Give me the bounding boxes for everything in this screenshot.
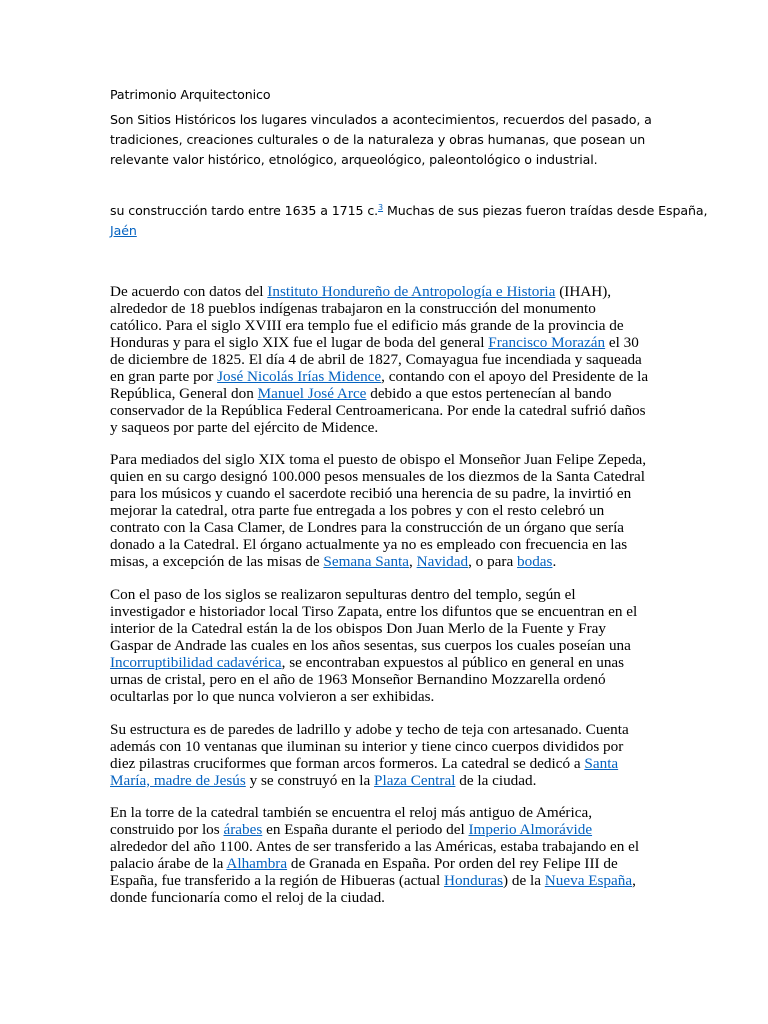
link-arabes[interactable]: árabes	[223, 821, 263, 838]
link-santa[interactable]: Santa	[584, 755, 619, 772]
text-line: quien en su cargo designó 100.000 pesos mensuales de los diezmos de la Santa Catedral	[110, 468, 645, 485]
text-segment: ) de la	[503, 872, 545, 889]
paragraph-estructura	[110, 721, 640, 789]
text-segment: de la ciudad.	[455, 772, 537, 789]
link-semana-santa[interactable]: Semana Santa	[323, 553, 410, 570]
text-segment: en gran parte por	[110, 368, 218, 385]
text-line: católico. Para el siglo XVIII era templo fue el edificio más grande de la provincia de	[110, 317, 624, 334]
text-segment: , se encontraban expuestos al público en general en unas	[281, 654, 625, 671]
paragraph-reloj	[110, 804, 640, 906]
text-segment: palacio árabe de la	[110, 855, 227, 872]
text-line: conservador de la República Federal Centroamericana. Por ende la catedral sufrió daños	[110, 402, 646, 419]
link-jose-nicolas-irias-midence[interactable]: José Nicolás Irías Midence	[217, 368, 382, 385]
text-line: urnas de cristal, pero en el año de 1963 Monseñor Bernandino Mozzarella ordenó	[110, 671, 606, 688]
link-alhambra[interactable]: Alhambra	[226, 855, 288, 872]
text-segment: (IHAH),	[555, 283, 612, 300]
text-segment: República, General don	[110, 385, 258, 402]
link-plaza-central[interactable]: Plaza Central	[374, 772, 456, 789]
text-line: donde funcionaría como el reloj de la ciudad.	[110, 889, 385, 906]
text-line: Para mediados del siglo XIX toma el puesto de obispo el Monseñor Juan Felipe Zepeda,	[110, 451, 647, 468]
text-segment: misas, a excepción de las misas de	[110, 553, 324, 570]
text-segment: ,	[409, 553, 417, 570]
link-honduras[interactable]: Honduras	[443, 872, 504, 889]
text-line: para los músicos y cuando el sacerdote recibió una herencia de su padre, la invirtió en	[110, 485, 632, 502]
text-line: Gaspar de Andrade las cuales en los años sesentas, sus cuerpos los cuales poseían una	[110, 637, 631, 654]
text-line	[110, 654, 640, 671]
text-line: de diciembre de 1825. El día 4 de abril de 1827, Comayagua fue incendiada y saqueada	[110, 351, 642, 368]
text-segment: ,	[632, 872, 636, 889]
intro-paragraph	[110, 110, 652, 170]
text-segment: De acuerdo con datos del	[110, 283, 268, 300]
text-segment: en España durante el periodo del	[262, 821, 469, 838]
link-bodas[interactable]: bodas	[517, 553, 553, 570]
text-segment: diez pilastras cruciformes que forman arcos formeros. La catedral se dedicó a	[110, 755, 585, 772]
text-segment: , o para	[468, 553, 517, 570]
text-segment: y se construyó en la	[245, 772, 375, 789]
text-line: ocultarlas por lo que nunca volvieron a ser exhibidas.	[110, 688, 435, 705]
text-line	[110, 755, 640, 772]
construction-text-after: Muchas de sus piezas fueron traídas desde España,	[383, 203, 708, 218]
text-line	[110, 855, 640, 872]
text-line: En la torre de la catedral también se encuentra el reloj más antiguo de América,	[110, 804, 592, 821]
link-manuel-jose-arce[interactable]: Manuel José Arce	[257, 385, 367, 402]
text-line	[110, 283, 640, 300]
text-line: alrededor de 18 pueblos indígenas trabajaron en la construcción del monumento	[110, 300, 596, 317]
text-line: interior de la Catedral están la de los obispos Don Juan Merlo de la Fuente y Fray	[110, 620, 607, 637]
link-incorruptibilidad-cadaverica[interactable]: Incorruptibilidad cadavérica	[110, 654, 282, 671]
intro-line: relevante valor histórico, etnológico, arqueológico, paleontológico o industrial.	[110, 152, 598, 167]
text-line: investigador e historiador local Tirso Zapata, entre los difuntos que se encuentran en el	[110, 603, 638, 620]
link-maria-madre-de-jesus[interactable]: María, madre de Jesús	[110, 772, 246, 789]
construction-line	[110, 201, 708, 221]
text-line	[110, 872, 640, 889]
text-segment: de Granada en España. Por orden del rey Felipe III de	[287, 855, 618, 872]
link-francisco-morazan[interactable]: Francisco Morazán	[488, 334, 606, 351]
text-segment: el 30	[605, 334, 639, 351]
text-line: Su estructura es de paredes de ladrillo y adobe y techo de teja con artesanado. Cuenta	[110, 721, 629, 738]
text-line	[110, 772, 640, 789]
intro-line: tradiciones, creaciones culturales o de la naturaleza y obras humanas, que posean un	[110, 132, 646, 147]
text-segment: Honduras y para el siglo XIX fue el lugar de boda del general	[110, 334, 489, 351]
text-line: además con 10 ventanas que iluminan su interior y tiene cinco cuerpos divididos por	[110, 738, 624, 755]
construction-paragraph	[110, 201, 708, 241]
text-segment: debido a que estos pertenecían al bando	[366, 385, 612, 402]
text-line	[110, 553, 640, 570]
text-line	[110, 334, 640, 351]
text-line: mejorar la catedral, otra parte fue entregada a los pobres y con el resto celebró un	[110, 502, 605, 519]
paragraph-sepulturas	[110, 586, 640, 705]
construction-text: su construcción tardo entre 1635 a 1715 c.	[110, 203, 379, 218]
text-line	[110, 821, 640, 838]
link-navidad[interactable]: Navidad	[416, 553, 469, 570]
link-imperio-almoravide[interactable]: Imperio Almorávide	[468, 821, 593, 838]
intro-line: Son Sitios Históricos los lugares vinculados a acontecimientos, recuerdos del pasado, a	[110, 112, 652, 127]
text-line	[110, 368, 649, 385]
text-line: Con el paso de los siglos se realizaron sepulturas dentro del templo, según el	[110, 586, 576, 603]
text-segment: construido por los	[110, 821, 224, 838]
paragraph-ihah	[110, 283, 649, 436]
text-line: y saqueos por parte del ejército de Midence.	[110, 419, 379, 436]
text-line	[110, 385, 640, 402]
footnote-link-3[interactable]: 3	[378, 202, 384, 212]
text-line: donado a la Catedral. El órgano actualmente ya no es empleado con frecuencia en las	[110, 536, 628, 553]
paragraph-obispo-zepeda	[110, 451, 647, 570]
text-line: alrededor del año 1100. Antes de ser transferido a las Américas, estaba trabajando en el	[110, 838, 640, 855]
link-nueva-espana[interactable]: Nueva España	[544, 872, 633, 889]
construction-line	[110, 221, 650, 241]
link-instituto-hondureno[interactable]: Instituto Hondureño de Antropología e Historia	[267, 283, 556, 300]
text-segment: .	[552, 553, 557, 570]
section-title: Patrimonio Arquitectonico	[110, 87, 271, 102]
text-line: contrato con la Casa Clamer, de Londres para la construcción de un órgano que sería	[110, 519, 625, 536]
link-jaen[interactable]: Jaén	[110, 223, 137, 238]
text-segment: España, fue transferido a la región de Hibueras (actual	[110, 872, 444, 889]
text-segment: , contando con el apoyo del Presidente de la	[381, 368, 649, 385]
